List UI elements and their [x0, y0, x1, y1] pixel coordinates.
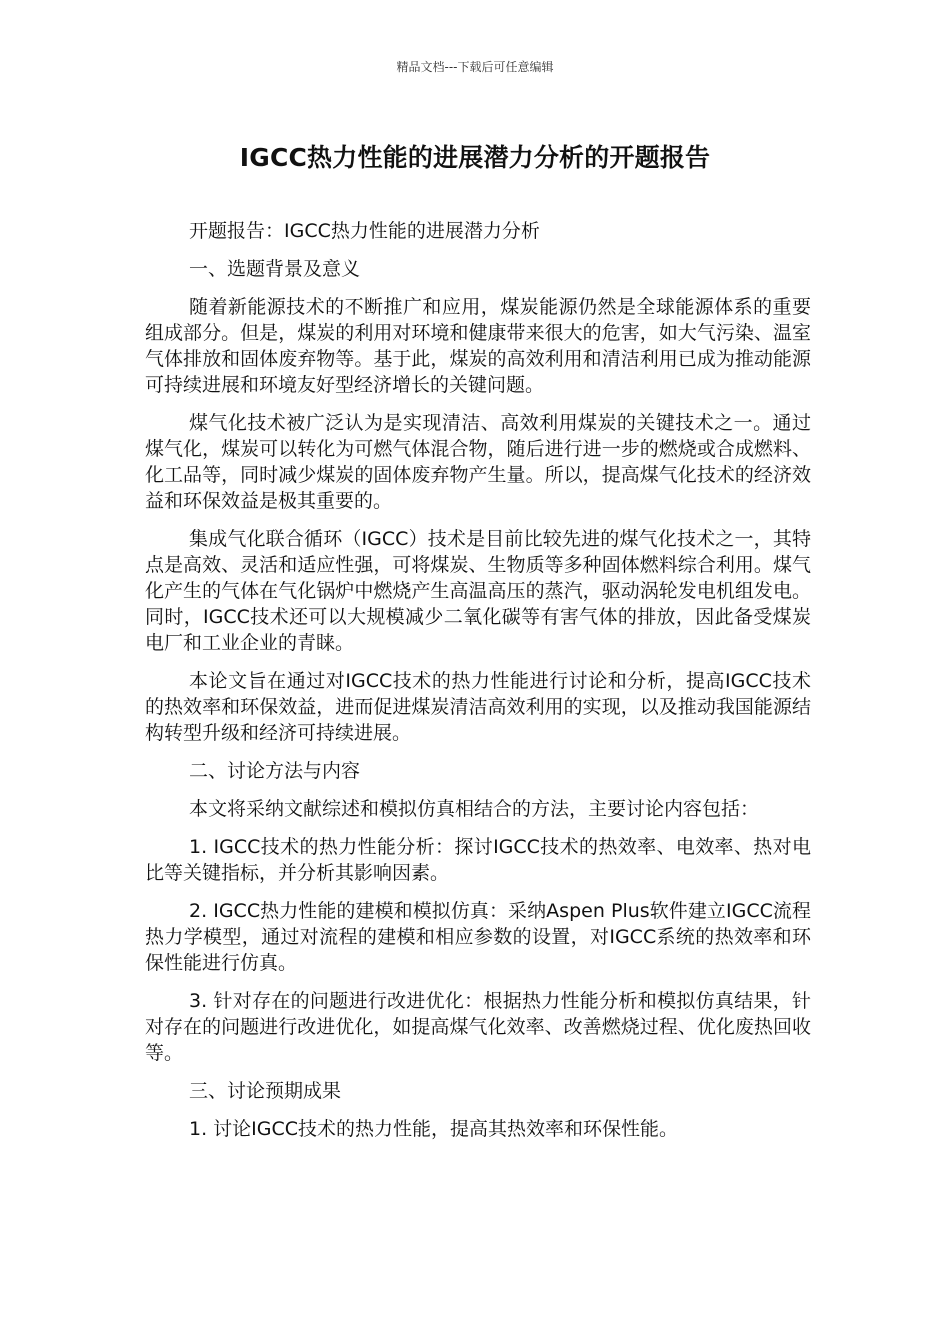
list-item: 1. IGCC技术的热力性能分析：探讨IGCC技术的热效率、电效率、热对电比等关键指标，并分析其影响因素。	[145, 836, 811, 884]
paragraph: 本论文旨在通过对IGCC技术的热力性能进行讨论和分析，提高IGCC技术的热效率和环保效益，进而促进煤炭清洁高效利用的实现，以及推动我国能源结构转型升级和经济可持续进展。	[145, 670, 811, 744]
document-body	[145, 218, 811, 1154]
paragraph: 本文将采纳文献综述和模拟仿真相结合的方法，主要讨论内容包括：	[189, 798, 760, 820]
section-heading-background: 一、选题背景及意义	[189, 258, 361, 280]
paragraph: 集成气化联合循环（IGCC）技术是目前比较先进的煤气化技术之一，其特点是高效、灵活和适应性强，可将煤炭、生物质等多种固体燃料综合利用。煤气化产生的气体在气化锅炉中燃烧产生高温高压的蒸汽，驱动涡轮发电机组发电。同时，IGCC技术还可以大规模减少二氧化碳等有害气体的排放，因此备受煤炭电厂和工业企业的青睐。	[145, 528, 811, 654]
section-heading-methods: 二、讨论方法与内容	[189, 760, 361, 782]
section-heading-outcomes: 三、讨论预期成果	[189, 1080, 342, 1102]
header-note: 精品文档---下载后可任意编辑	[396, 60, 554, 74]
document-title: IGCC热力性能的进展潜力分析的开题报告	[239, 143, 711, 172]
paragraph: 随着新能源技术的不断推广和应用，煤炭能源仍然是全球能源体系的重要组成部分。但是，煤炭的利用对环境和健康带来很大的危害，如大气污染、温室气体排放和固体废弃物等。基于此，煤炭的高效利用和清洁利用已成为推动能源可持续进展和环境友好型经济增长的关键问题。	[145, 296, 811, 396]
list-item: 1. 讨论IGCC技术的热力性能，提高其热效率和环保性能。	[189, 1118, 679, 1140]
report-subtitle: 开题报告：IGCC热力性能的进展潜力分析	[189, 220, 540, 242]
paragraph: 煤气化技术被广泛认为是实现清洁、高效利用煤炭的关键技术之一。通过煤气化，煤炭可以转化为可燃气体混合物，随后进行进一步的燃烧或合成燃料、化工品等，同时减少煤炭的固体废弃物产生量。所以，提高煤气化技术的经济效益和环保效益是极其重要的。	[145, 412, 811, 512]
list-item: 2. IGCC热力性能的建模和模拟仿真：采纳Aspen Plus软件建立IGCC流程热力学模型，通过对流程的建模和相应参数的设置，对IGCC系统的热效率和环保性能进行仿真。	[145, 900, 811, 974]
list-item: 3. 针对存在的问题进行改进优化：根据热力性能分析和模拟仿真结果，针对存在的问题进行改进优化，如提高煤气化效率、改善燃烧过程、优化废热回收等。	[145, 990, 811, 1064]
